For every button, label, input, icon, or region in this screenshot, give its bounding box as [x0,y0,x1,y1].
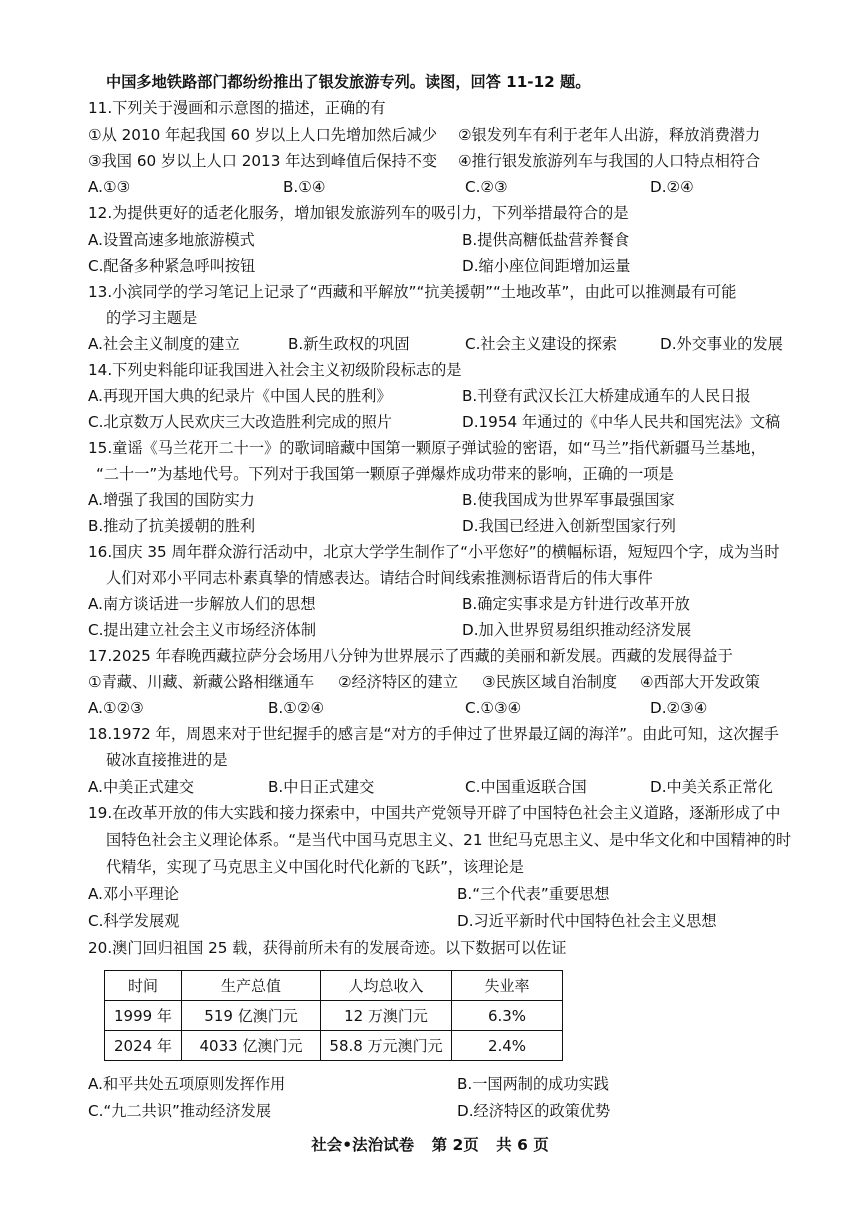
question-14-stem: 14.下列史料能印证我国进入社会主义初级阶段标志的是 [88,361,462,379]
table-cell: 12 万澳门元 [321,1001,452,1031]
q20-option-c: C.“九二共识”推动经济发展 [88,1102,272,1120]
q16-option-c: C.提出建立社会主义市场经济体制 [88,621,317,639]
q16-option-b: B.确定实事求是方针进行改革开放 [462,595,690,613]
macau-data-table [104,970,563,1061]
q15-option-a: A.增强了我国的国防实力 [88,491,255,509]
table-cell: 58.8 万元澳门元 [321,1031,452,1061]
q11-option-c: C.②③ [465,178,508,196]
question-17-stem: 17.2025 年春晚西藏拉萨分会场用八分钟为世界展示了西藏的美丽和新发展。西藏的发展得益于 [88,647,733,665]
table-row [105,1001,563,1031]
q20-option-b: B.一国两制的成功实践 [457,1075,609,1093]
table-header-cell: 生产总值 [182,971,321,1001]
question-15-stem-cont: “二十一”为基地代号。下列对于我国第一颗原子弹爆炸成功带来的影响，正确的一项是 [96,465,674,483]
question-19-stem: 19.在改革开放的伟大实践和接力探索中，中国共产党领导开辟了中国特色社会主义道路，逐渐形成了中 [88,804,781,822]
q11-item-3: ③我国 60 岁以上人口 2013 年达到峰值后保持不变 [88,152,438,170]
page-footer [0,1135,860,1155]
footer-page-number: 第 2页 [431,1136,479,1154]
q17-option-c: C.①③④ [465,699,522,717]
question-19-stem-cont: 国特色社会主义理论体系。“是当代中国马克思主义、21 世纪马克思主义、是中华文化和中国精神的时 [106,831,792,849]
table-cell: 6.3% [452,1001,563,1031]
q11-item-4: ④推行银发旅游列车与我国的人口特点相符合 [458,152,761,170]
q18-option-a: A.中美正式建交 [88,778,195,796]
table-header-cell: 人均总收入 [321,971,452,1001]
footer-page-total: 共 6 页 [496,1136,549,1154]
q14-option-b: B.刊登有武汉长江大桥建成通车的人民日报 [462,387,751,405]
table-cell: 2024 年 [105,1031,182,1061]
q13-option-c: C.社会主义建设的探索 [465,335,618,353]
q17-item-3: ③民族区域自治制度 [482,673,618,691]
q19-option-a: A.邓小平理论 [88,885,179,903]
q11-item-1: ①从 2010 年起我国 60 岁以上人口先增加然后减少 [88,126,438,144]
q11-option-a: A.①③ [88,178,131,196]
question-16-stem-cont: 人们对邓小平同志朴素真挚的情感表达。请结合时间线索推测标语背后的伟大事件 [106,569,653,587]
q14-option-c: C.北京数万人民欢庆三大改造胜利完成的照片 [88,413,392,431]
q18-option-c: C.中国重返联合国 [465,778,587,796]
q11-option-b: B.①④ [283,178,326,196]
q17-item-1: ①青藏、川藏、新藏公路相继通车 [88,673,315,691]
q19-option-d: D.习近平新时代中国特色社会主义思想 [457,912,717,930]
question-18-stem-cont: 破冰直接推进的是 [106,751,228,769]
q17-option-a: A.①②③ [88,699,144,717]
question-19-stem-cont2: 代精华，实现了马克思主义中国化时代化新的飞跃”，该理论是 [106,858,524,876]
q12-option-c: C.配备多种紧急呼叫按钮 [88,257,256,275]
question-12-stem: 12.为提供更好的适老化服务，增加银发旅游列车的吸引力，下列举措最符合的是 [88,204,629,222]
q11-option-d: D.②④ [650,178,694,196]
q19-option-b: B.“三个代表”重要思想 [457,885,610,903]
q14-option-d: D.1954 年通过的《中华人民共和国宪法》文稿 [462,413,781,431]
q18-option-b: B.中日正式建交 [268,778,375,796]
table-row [105,1031,563,1061]
q17-option-b: B.①②④ [268,699,325,717]
table-header-cell: 失业率 [452,971,563,1001]
q17-item-2: ②经济特区的建立 [338,673,458,691]
question-13-stem: 13.小滨同学的学习笔记上记录了“西藏和平解放”“抗美援朝”“土地改革”，由此可以推测最有可能 [88,283,737,301]
q17-item-4: ④西部大开发政策 [640,673,760,691]
question-13-stem-cont: 的学习主题是 [106,309,198,327]
q16-option-a: A.南方谈话进一步解放人们的思想 [88,595,316,613]
question-20-stem: 20.澳门回归祖国 25 载，获得前所未有的发展奇迹。以下数据可以佐证 [88,939,567,957]
section-intro: 中国多地铁路部门都纷纷推出了银发旅游专列。读图，回答 11-12 题。 [106,73,591,91]
question-18-stem: 18.1972 年，周恩来对于世纪握手的感言是“对方的手伸过了世界最辽阔的海洋”。由此可知，这次握手 [88,725,779,743]
q20-option-a: A.和平共处五项原则发挥作用 [88,1075,286,1093]
q12-option-d: D.缩小座位间距增加运量 [462,257,631,275]
table-header-cell: 时间 [105,971,182,1001]
q15-option-d: D.我国已经进入创新型国家行列 [462,517,676,535]
q15-option-b: B.使我国成为世界军事最强国家 [462,491,675,509]
q13-option-d: D.外交事业的发展 [660,335,783,353]
q13-option-a: A.社会主义制度的建立 [88,335,240,353]
q12-option-a: A.设置高速多地旅游模式 [88,231,255,249]
q11-item-2: ②银发列车有利于老年人出游，释放消费潜力 [458,126,761,144]
q12-option-b: B.提供高糖低盐营养餐食 [462,231,630,249]
q14-option-a: A.再现开国大典的纪录片《中国人民的胜利》 [88,387,392,405]
table-header-row [105,971,563,1001]
table-cell: 2.4% [452,1031,563,1061]
table-cell: 1999 年 [105,1001,182,1031]
question-11-stem: 11.下列关于漫画和示意图的描述，正确的有 [88,99,386,117]
table-cell: 519 亿澳门元 [182,1001,321,1031]
question-15-stem: 15.童谣《马兰花开二十一》的歌词暗藏中国第一颗原子弹试验的密语，如“马兰”指代新疆马兰基地， [88,439,766,457]
q16-option-d: D.加入世界贸易组织推动经济发展 [462,621,692,639]
q15-option-c: B.推动了抗美援朝的胜利 [88,517,256,535]
q17-option-d: D.②③④ [650,699,708,717]
table-cell: 4033 亿澳门元 [182,1031,321,1061]
q18-option-d: D.中美关系正常化 [650,778,773,796]
q20-option-d: D.经济特区的政策优势 [457,1102,611,1120]
question-16-stem: 16.国庆 35 周年群众游行活动中，北京大学学生制作了“小平您好”的横幅标语，短短四个字，成为当时 [88,543,780,561]
q13-option-b: B.新生政权的巩固 [288,335,410,353]
footer-subject: 社会•法治试卷 [311,1136,415,1154]
q19-option-c: C.科学发展观 [88,912,180,930]
